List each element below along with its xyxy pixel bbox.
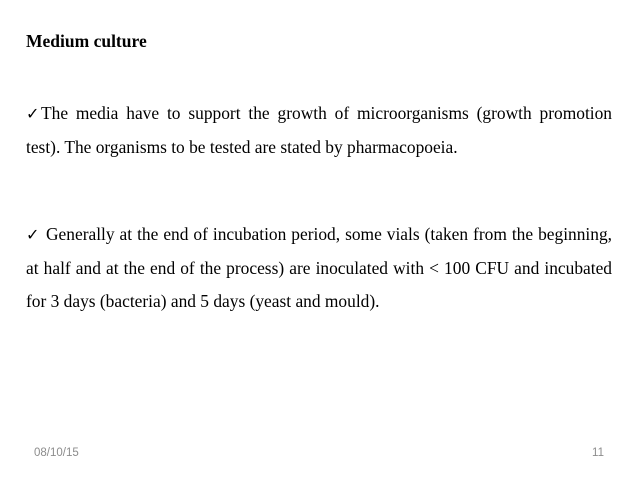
bullet-text: The media have to support the growth of microorganisms (growth promotion test). The organisms to be tested are stated by pharmacopoeia. (26, 103, 612, 157)
slide-title: Medium culture (26, 31, 147, 51)
bullet-item (26, 218, 612, 319)
footer-date: 08/10/15 (34, 447, 79, 459)
bullet-text: Generally at the end of incubation period, some vials (taken from the beginning, at half and at the end of the process) are inoculated with < 100 CFU and incubated for 3 days (bacteria) and 5 days (yeast and mould). (26, 224, 612, 311)
bullet-item (26, 97, 612, 164)
checkmark-icon: ✓ (26, 104, 40, 123)
checkmark-icon: ✓ (26, 225, 40, 244)
page-number: 11 (592, 447, 604, 459)
